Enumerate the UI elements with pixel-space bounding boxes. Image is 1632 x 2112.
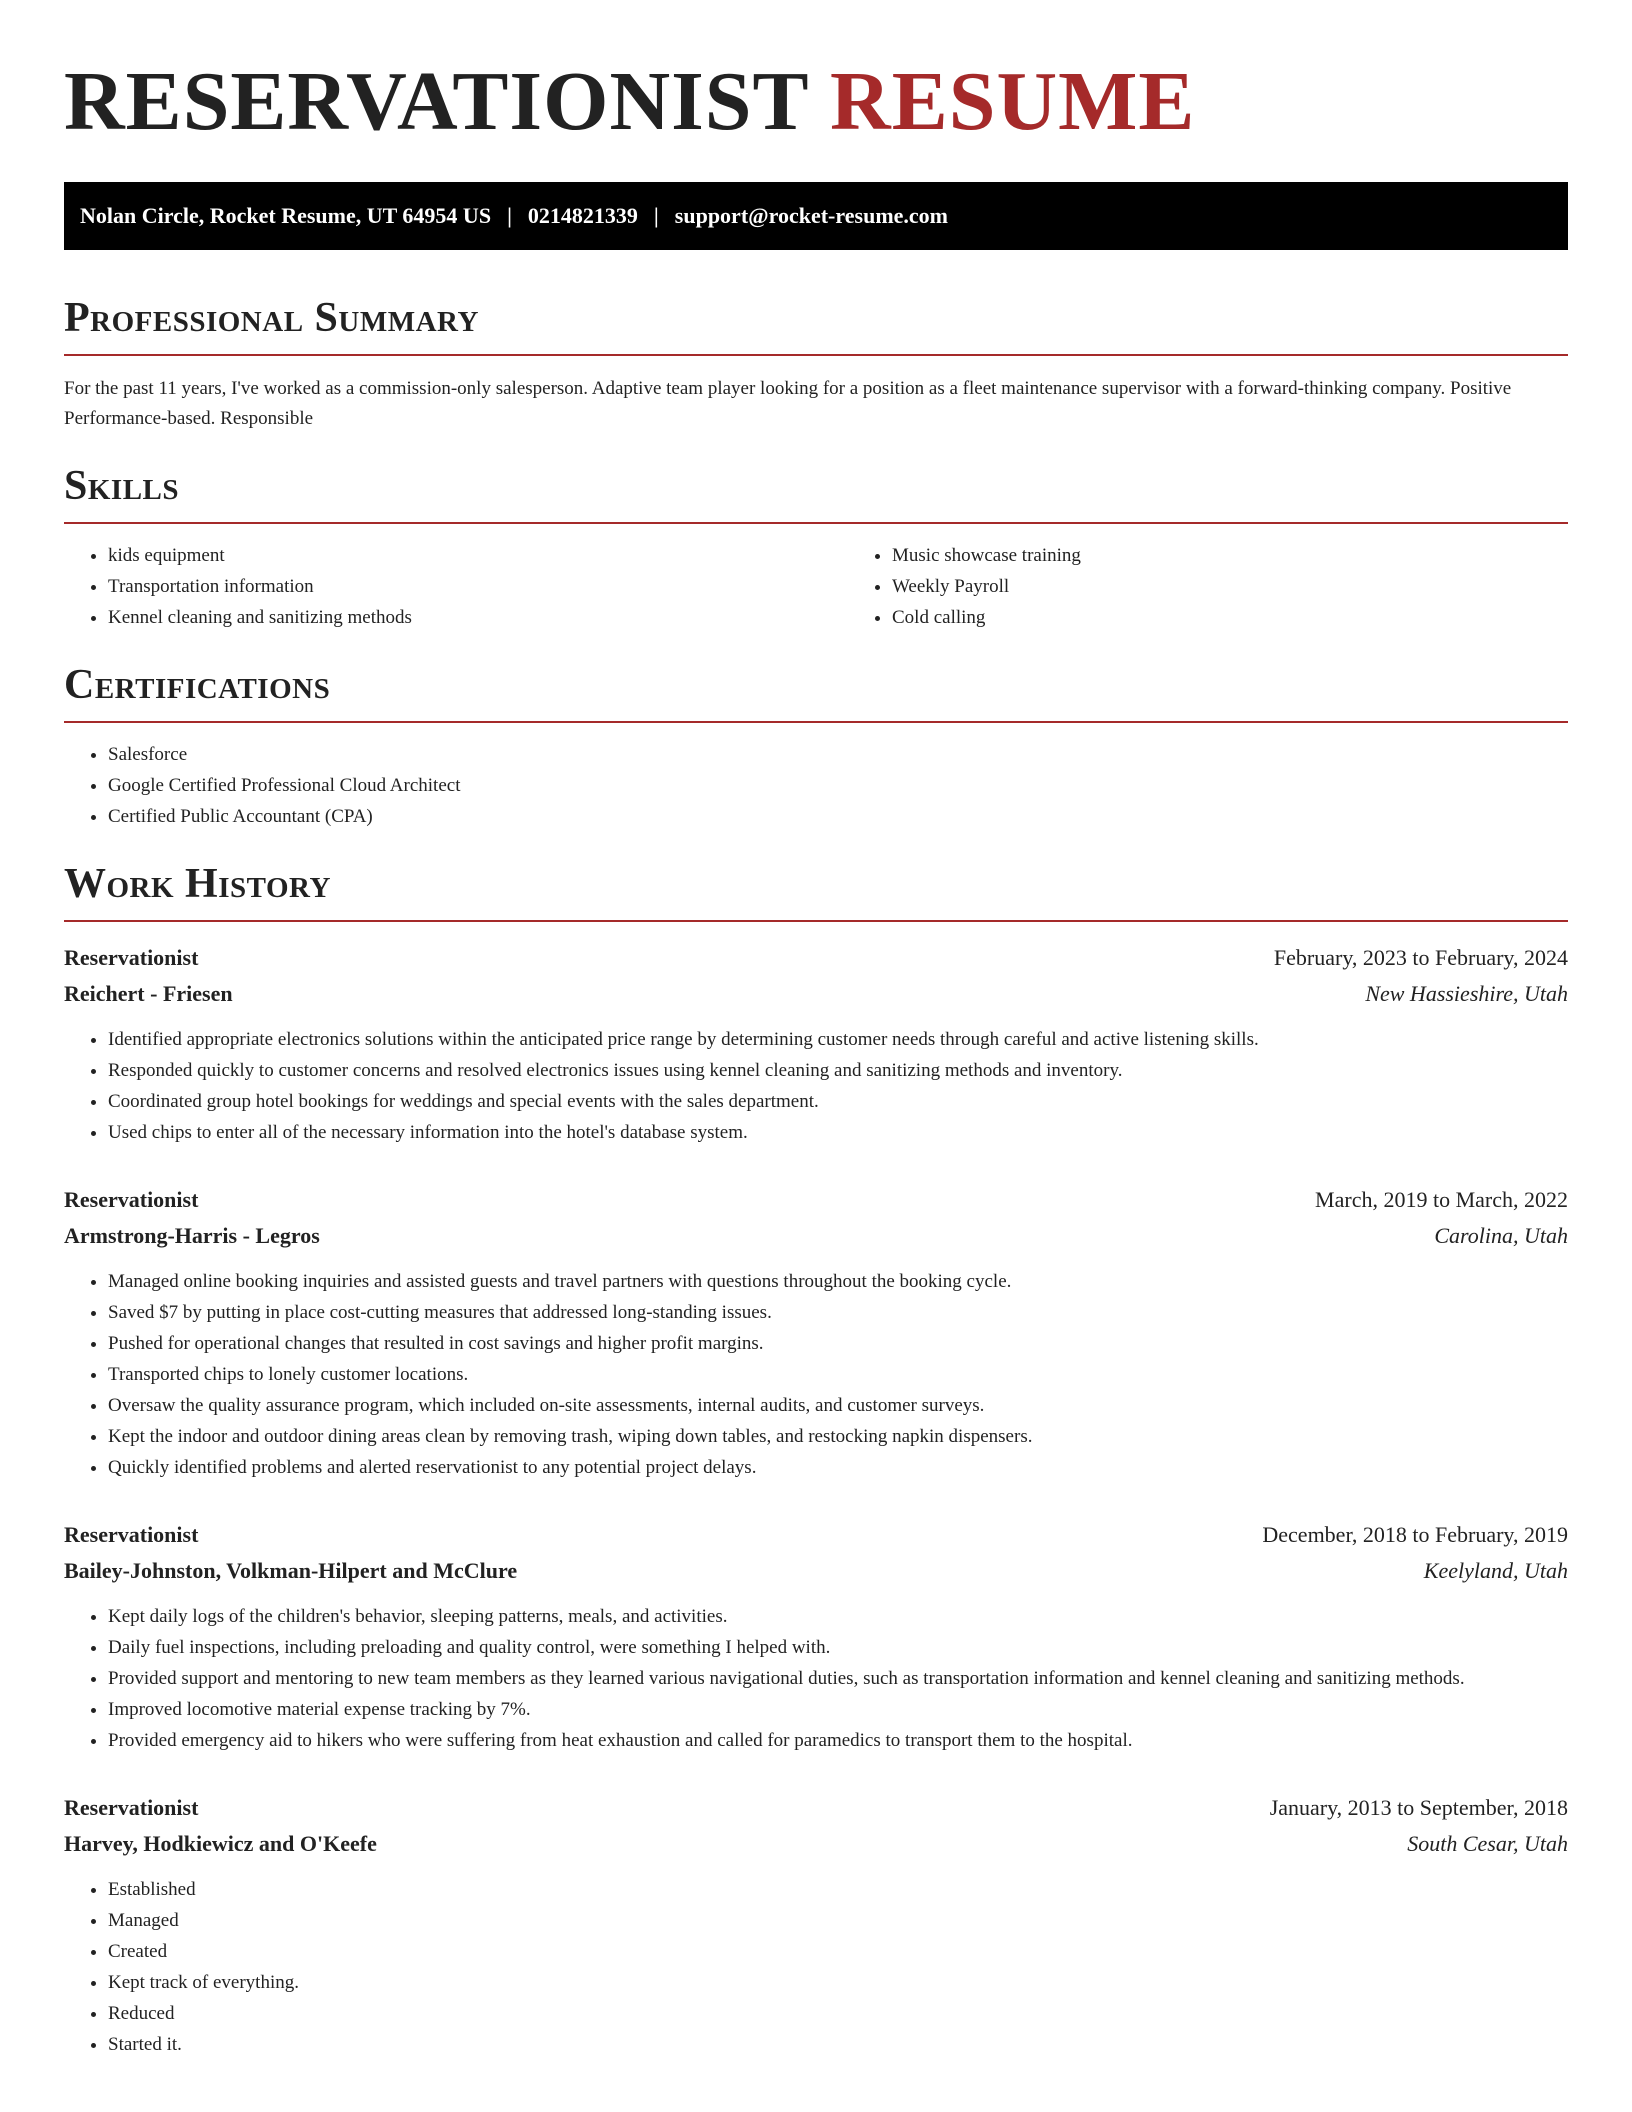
summary-heading: Professional Summary	[64, 294, 1568, 356]
job-company: Harvey, Hodkiewicz and O'Keefe	[64, 1831, 377, 1856]
summary-text: For the past 11 years, I've worked as a commission-only salesperson. Adaptive team player looking for a position as a fleet maintenance supervisor with a forward-thinking company. Positive Performance-based. Responsible	[64, 378, 1512, 429]
job-bullet: • Managed online booking inquiries and assisted guests and travel partners with questions throughout the booking cycle.	[108, 1266, 1568, 1297]
job-dates: March, 2019 to March, 2022	[1315, 1187, 1568, 1212]
job-bullet: • Oversaw the quality assurance program, which included on-site assessments, internal audits, and customer surveys.	[108, 1390, 1568, 1421]
job-bullet: • Responded quickly to customer concerns and resolved electronics issues using kennel cleaning and sanitizing methods and inventory.	[108, 1055, 1568, 1086]
job-company: Reichert - Friesen	[64, 981, 233, 1006]
job-bullets	[64, 1874, 1568, 2060]
skills-column-right	[848, 540, 1568, 633]
job-bullet: • Coordinated group hotel bookings for weddings and special events with the sales department.	[108, 1086, 1568, 1117]
certification-item: • Google Certified Professional Cloud Architect	[108, 770, 1568, 801]
job-bullets	[64, 1024, 1568, 1148]
skills-heading: Skills	[64, 462, 1568, 524]
certification-item: • Certified Public Accountant (CPA)	[108, 801, 1568, 832]
skill-item: • Kennel cleaning and sanitizing methods	[108, 602, 848, 633]
job-bullet: • Kept track of everything.	[108, 1967, 1568, 1998]
certifications-list	[64, 739, 1568, 832]
contact-separator: |	[507, 203, 512, 228]
job-company: Armstrong-Harris - Legros	[64, 1223, 320, 1248]
job-bullet: • Kept the indoor and outdoor dining areas clean by removing trash, wiping down tables, and restocking napkin dispensers.	[108, 1421, 1568, 1452]
job-bullet: • Started it.	[108, 2029, 1568, 2060]
job-title: Reservationist	[64, 1795, 199, 1820]
job-entry	[64, 1517, 1568, 1756]
job-header-row	[64, 1182, 1568, 1218]
job-bullet: • Provided support and mentoring to new team members as they learned various navigational duties, such as transportation information and kennel cleaning and sanitizing methods.	[108, 1663, 1568, 1694]
skill-item: • Music showcase training	[892, 540, 1568, 571]
contact-email: support@rocket-resume.com	[674, 203, 948, 228]
job-entry	[64, 940, 1568, 1148]
job-location: Carolina, Utah	[1434, 1223, 1568, 1248]
skills-list	[64, 540, 1568, 633]
job-header-row	[64, 940, 1568, 976]
job-company-row	[64, 976, 1568, 1012]
contact-phone: 0214821339	[527, 203, 638, 228]
skill-item: • kids equipment	[108, 540, 848, 571]
title-main: RESERVATIONIST	[64, 55, 809, 148]
job-title: Reservationist	[64, 1522, 199, 1547]
title-accent: RESUME	[830, 55, 1196, 148]
job-location: Keelyland, Utah	[1423, 1558, 1568, 1583]
contact-bar	[64, 182, 1568, 250]
job-bullet: • Daily fuel inspections, including preloading and quality control, were something I helped with.	[108, 1632, 1568, 1663]
job-bullet: • Saved $7 by putting in place cost-cutting measures that addressed long-standing issues.	[108, 1297, 1568, 1328]
job-bullet: • Improved locomotive material expense tracking by 7%.	[108, 1694, 1568, 1725]
certifications-heading: Certifications	[64, 661, 1568, 723]
job-bullet: • Pushed for operational changes that resulted in cost savings and higher profit margins.	[108, 1328, 1568, 1359]
job-bullet: • Identified appropriate electronics solutions within the anticipated price range by determining customer needs through careful and active listening skills.	[108, 1024, 1568, 1055]
contact-address: Nolan Circle, Rocket Resume, UT 64954 US	[80, 203, 492, 228]
job-bullet: • Quickly identified problems and alerted reservationist to any potential project delays.	[108, 1452, 1568, 1483]
certification-item: • Salesforce	[108, 739, 1568, 770]
job-location: New Hassieshire, Utah	[1365, 981, 1568, 1006]
work-history-heading: Work History	[64, 860, 1568, 922]
job-title: Reservationist	[64, 1187, 199, 1212]
job-company-row	[64, 1553, 1568, 1589]
job-bullet: • Reduced	[108, 1998, 1568, 2029]
job-dates: December, 2018 to February, 2019	[1262, 1522, 1568, 1547]
job-bullet: • Provided emergency aid to hikers who were suffering from heat exhaustion and called for paramedics to transport them to the hospital.	[108, 1725, 1568, 1756]
job-header-row	[64, 1517, 1568, 1553]
job-bullet: • Used chips to enter all of the necessary information into the hotel's database system.	[108, 1117, 1568, 1148]
contact-separator: |	[653, 203, 659, 228]
job-location: South Cesar, Utah	[1407, 1831, 1568, 1856]
job-company-row	[64, 1218, 1568, 1254]
job-dates: January, 2013 to September, 2018	[1269, 1795, 1568, 1820]
skill-item: • Transportation information	[108, 571, 848, 602]
skill-item: • Cold calling	[892, 602, 1568, 633]
job-entry	[64, 1182, 1568, 1483]
job-bullet: • Kept daily logs of the children's behavior, sleeping patterns, meals, and activities.	[108, 1601, 1568, 1632]
job-company-row	[64, 1826, 1568, 1862]
job-bullet: • Created	[108, 1936, 1568, 1967]
job-bullet: • Managed	[108, 1905, 1568, 1936]
skills-column-left	[64, 540, 848, 633]
job-header-row	[64, 1790, 1568, 1826]
job-company: Bailey-Johnston, Volkman-Hilpert and McClure	[64, 1558, 518, 1583]
job-bullets	[64, 1601, 1568, 1756]
job-entry	[64, 1790, 1568, 2060]
skill-item: • Weekly Payroll	[892, 571, 1568, 602]
job-bullet: • Transported chips to lonely customer locations.	[108, 1359, 1568, 1390]
job-bullets	[64, 1266, 1568, 1483]
job-title: Reservationist	[64, 945, 199, 970]
resume-title	[64, 55, 1568, 148]
job-dates: February, 2023 to February, 2024	[1273, 945, 1568, 970]
job-bullet: • Established	[108, 1874, 1568, 1905]
